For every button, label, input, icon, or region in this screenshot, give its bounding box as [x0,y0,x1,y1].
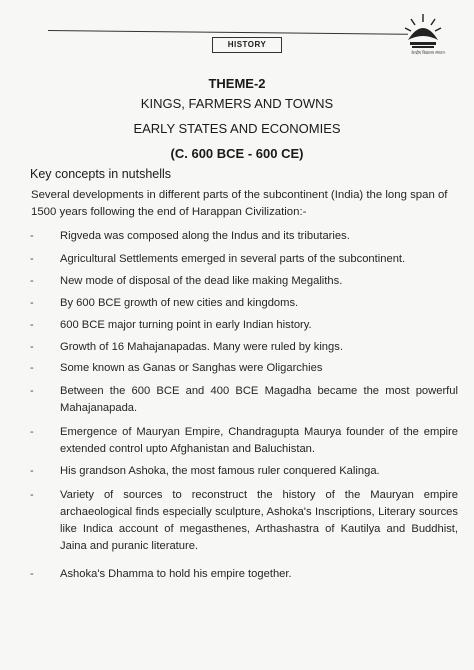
bullet-text: 600 BCE major turning point in early Indian history. [60,319,312,331]
bullet-dash: - [30,230,34,242]
logo-caption: केन्द्रीय विद्यालय संगठन [411,50,445,55]
bullet-dash: - [30,385,34,397]
list-item [30,383,458,417]
bullet-text: By 600 BCE growth of new cities and kingdoms. [60,297,299,309]
chapter-subtitle: EARLY STATES AND ECONOMIES [133,121,341,136]
bullet-dash: - [30,275,34,287]
bullet-text: Ashoka's Dhamma to hold his empire together. [60,568,292,580]
bullet-text: His grandson Ashoka, the most famous ruler conquered Kalinga. [60,465,380,477]
bullet-dash: - [30,253,34,265]
bullet-text: Rigveda was composed along the Indus and its tributaries. [60,230,350,242]
list-item [30,463,458,480]
bullet-dash: - [30,426,34,438]
bullet-text: Emergence of Mauryan Empire, Chandragupta Maurya founder of the empire extended control upto Afghanistan and Baluchistan. [60,426,458,455]
bullet-dash: - [30,568,34,580]
bullet-text: Agricultural Settlements emerged in several parts of the subcontinent. [60,253,406,265]
list-item [30,273,458,290]
chapter-title: KINGS, FARMERS AND TOWNS [140,96,334,111]
bullet-dash: - [30,465,34,477]
list-item [30,228,458,245]
bullet-dash: - [30,319,34,331]
list-item [30,295,458,312]
list-item [30,424,458,458]
bullet-dash: - [30,362,34,374]
list-item [30,566,458,583]
bullet-dash: - [30,489,34,501]
bullet-text: New mode of disposal of the dead like making Megaliths. [60,275,343,287]
list-item [30,360,458,377]
subject-label: HISTORY [212,37,282,53]
theme-title: THEME-2 [208,76,266,91]
bullet-text: Variety of sources to reconstruct the history of the Mauryan empire archaeological finds especially sculpture, Ashoka's Inscriptions, Literary sources like Indica account of megasthenes, Arthashastra of Kautilya and Buddhist, Jaina and puranic literature. [60,489,458,552]
period-title: (C. 600 BCE - 600 CE) [170,146,304,161]
list-item [30,339,458,356]
bullet-dash: - [30,341,34,353]
list-item [30,251,458,268]
intro-paragraph: Several developments in different parts of the subcontinent (India) the long span of 1500 years following the end of Harappan Civilization:- [31,189,448,218]
bullet-dash: - [30,297,34,309]
bullet-text: Some known as Ganas or Sanghas were Oligarchies [60,362,323,374]
section-heading: Key concepts in nutshells [30,167,172,181]
list-item [30,487,458,555]
bullet-text: Between the 600 BCE and 400 BCE Magadha became the most powerful Mahajanapada. [60,385,458,414]
list-item [30,317,458,334]
bullet-text: Growth of 16 Mahajanapadas. Many were ruled by kings. [60,341,343,353]
